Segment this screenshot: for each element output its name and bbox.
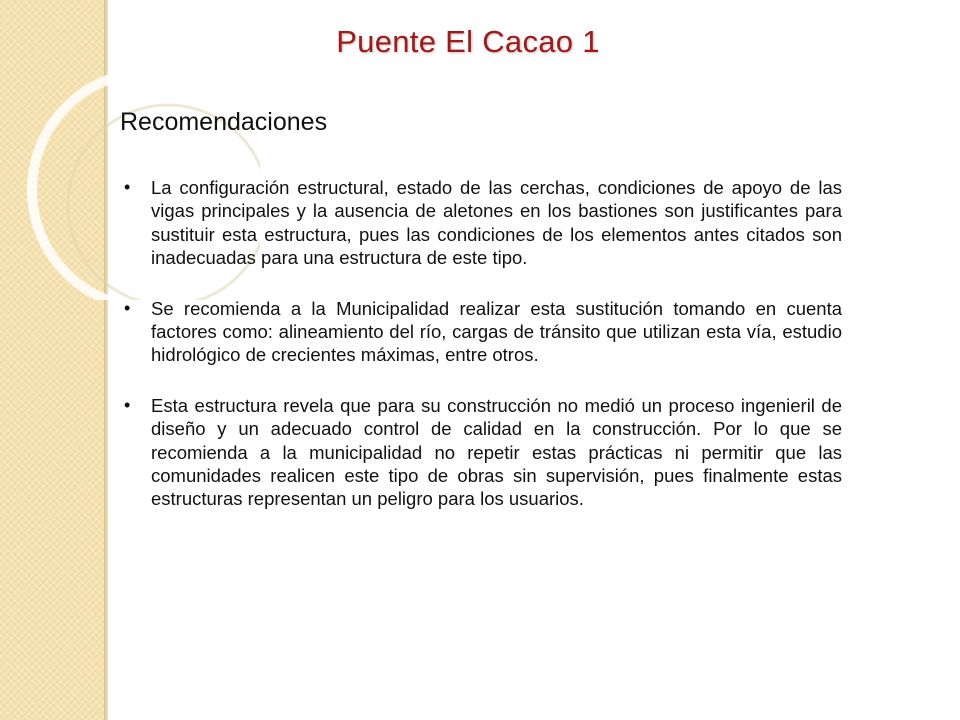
bullet-item [124,176,842,270]
bullet-item [124,394,842,511]
slide-title: Puente El Cacao 1 [336,24,600,59]
bullet-text: Se recomienda a la Municipalidad realizar esta sustitución tomando en cuenta factores como: alineamiento del río, cargas de tránsito que utilizan esta vía, estudio hidrológico de crecientes máximas, entre otros. [151,297,842,366]
sidebar-edge [104,0,108,720]
bullet-icon: • [124,177,131,197]
section-heading: Recomendaciones [120,108,328,136]
bullet-text: La configuración estructural, estado de las cerchas, condiciones de apoyo de las vigas principales y la ausencia de aletones en los bastiones son justificantes para sustituir esta estructura, pues las condiciones de los elementos antes citados son inadecuadas para una estructura de este tipo. [151,177,842,269]
bullet-icon: • [124,394,131,415]
decorative-sidebar [0,0,104,720]
bullet-text: Esta estructura revela que para su construcción no medió un proceso ingenieril de diseño y un adecuado control de calidad en la construcción. Por lo que se recomienda a la municipalidad no repetir estas prácticas ni permitir que las comunidades realicen este tipo de obras sin supervisión, pues finalmente estas estructuras representan un peligro para los usuarios. [151,394,842,510]
bullet-list [124,176,842,538]
bullet-item [124,297,842,367]
bullet-icon: • [124,297,131,318]
